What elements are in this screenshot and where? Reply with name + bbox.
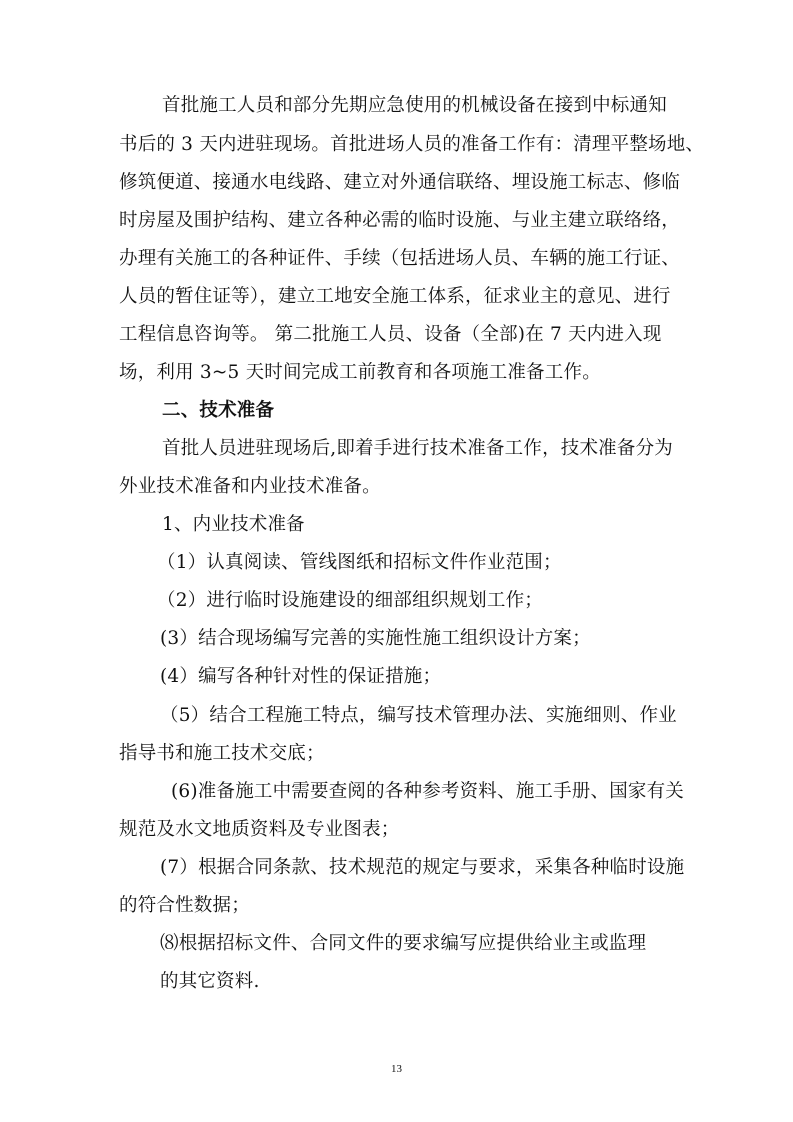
list-item: （5）结合工程施工特点，编写技术管理办法、实施细则、作业 [160, 705, 677, 726]
list-item-continuation: 规范及水文地质资料及专业图表； [119, 819, 400, 840]
paragraph-line: 首批人员进驻现场后,即着手进行技术准备工作，技术准备分为 [162, 438, 673, 459]
paragraph-line: 工程信息咨询等。 第二批施工人员、设备（全部)在 7 天内进入现 [119, 324, 662, 345]
paragraph-line: 修筑便道、接通水电线路、建立对外通信联络、埋设施工标志、修临 [119, 172, 681, 193]
subsection-heading: 1、内业技术准备 [162, 514, 305, 535]
list-item: (7）根据合同条款、技术规范的规定与要求，采集各种临时设施 [160, 857, 685, 878]
list-item-continuation: 的符合性数据； [119, 895, 250, 916]
paragraph-line: 人员的暂住证等），建立工地安全施工体系，征求业主的意见、进行 [119, 286, 671, 307]
list-item: (4）编写各种针对性的保证措施； [160, 666, 442, 687]
paragraph-line: 办理有关施工的各种证件、手续（包括进场人员、车辆的施工行证、 [119, 248, 681, 269]
paragraph-line: 首批施工人员和部分先期应急使用的机械设备在接到中标通知 [162, 95, 667, 116]
page-number: 13 [391, 1063, 402, 1075]
list-item: (6)准备施工中需要查阅的各种参考资料、施工手册、国家有关 [171, 781, 685, 802]
paragraph-line: 场，利用 3~5 天时间完成工前教育和各项施工准备工作。 [119, 362, 601, 383]
list-item: （1）认真阅读、管线图纸和招标文件作业范围； [157, 552, 562, 573]
paragraph-line: 时房屋及围护结构、建立各种必需的临时设施、与业主建立联络络， [119, 210, 681, 231]
list-item-continuation: 指导书和施工技术交底； [119, 743, 325, 764]
list-item: (3）结合现场编写完善的实施性施工组织设计方案； [160, 628, 591, 649]
paragraph-line: 外业技术准备和内业技术准备。 [119, 476, 381, 497]
section-heading: 二、技术准备 [162, 400, 275, 421]
list-item: （2）进行临时设施建设的细部组织规划工作； [157, 590, 543, 611]
paragraph-line: 书后的 3 天内进驻现场。首批进场人员的准备工作有：清理平整场地、 [119, 134, 705, 155]
list-item: ⑻根据招标文件、合同文件的要求编写应提供给业主或监理 [160, 933, 647, 954]
list-item-continuation: 的其它资料. [160, 971, 260, 992]
